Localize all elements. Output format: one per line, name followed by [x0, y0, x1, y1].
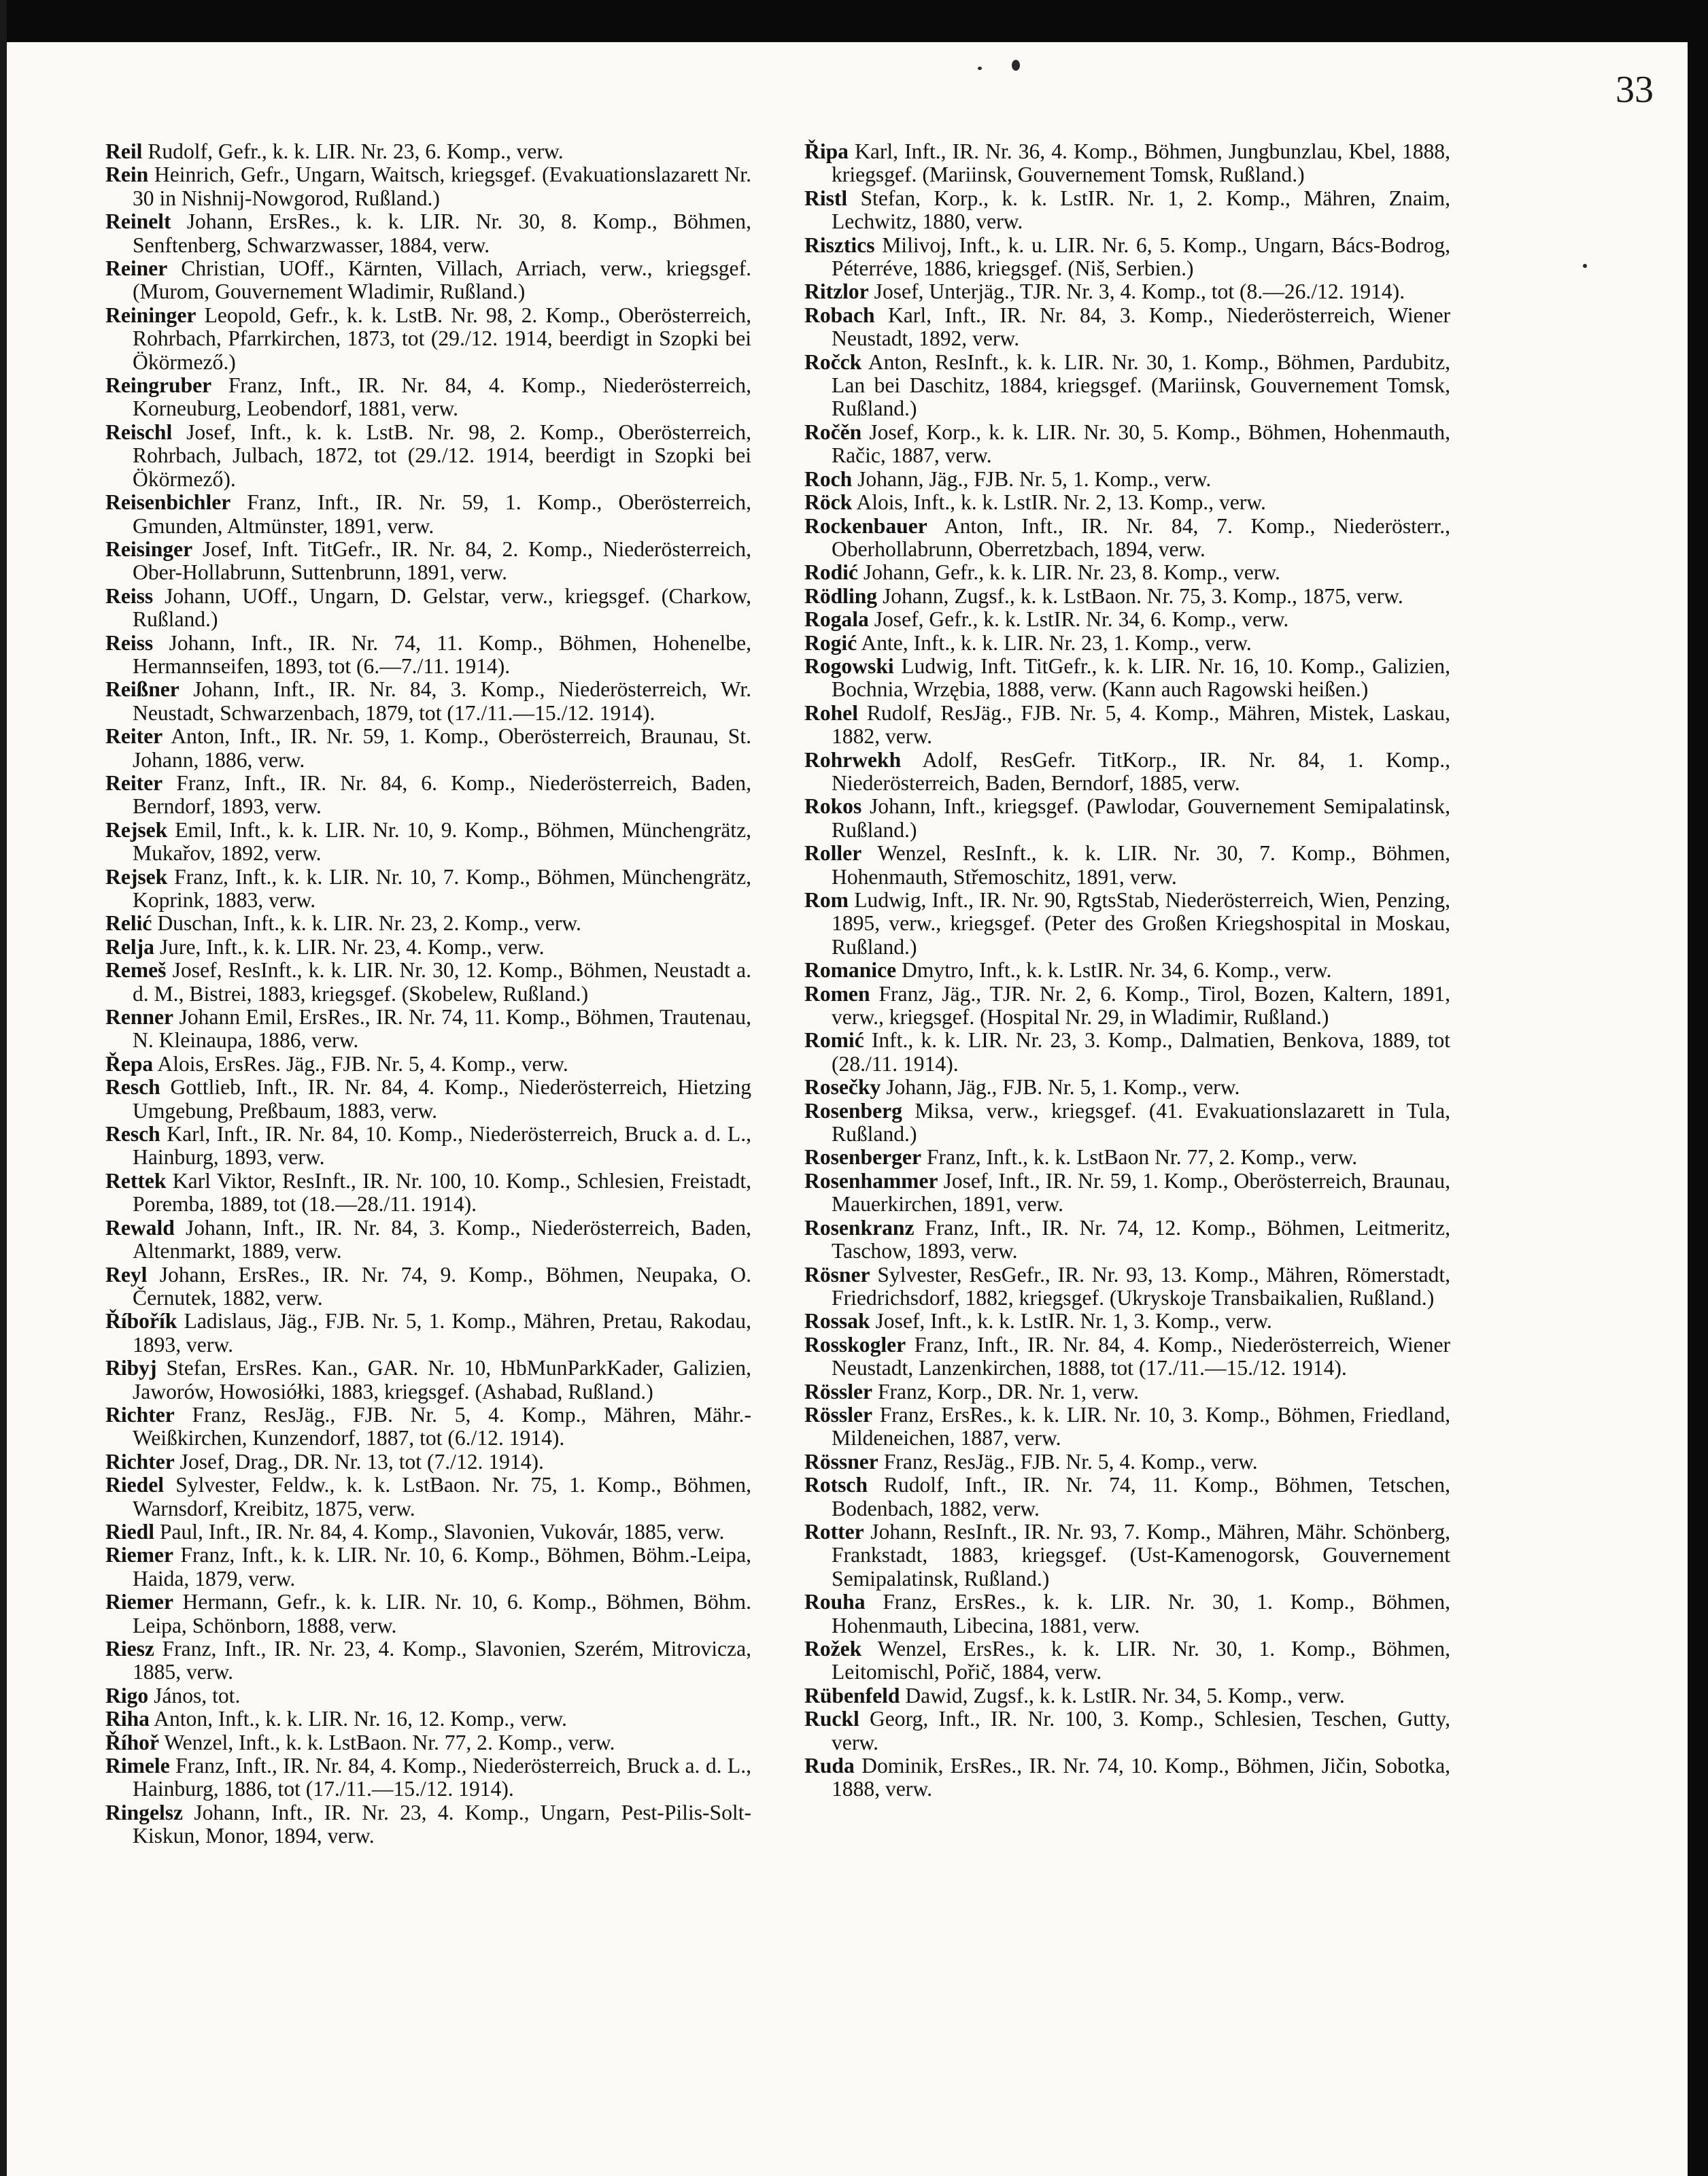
entry-details: Johann, Inft., IR. Nr. 74, 11. Komp., Böhmen, Hohenelbe, Hermannseifen, 1893, tot (6.—7./11. 1914). [133, 630, 751, 678]
register-entry [804, 983, 1450, 1030]
register-entry [804, 889, 1450, 959]
register-entry [804, 1310, 1450, 1333]
entry-surname: Rettek [105, 1168, 167, 1193]
register-entry [105, 1357, 751, 1404]
register-entry [804, 1637, 1450, 1684]
entry-surname: Ringelsz [105, 1800, 184, 1824]
entry-details: Johann, Inft., IR. Nr. 84, 3. Komp., Niederösterreich, Baden, Altenmarkt, 1889, verw. [133, 1215, 751, 1263]
entry-surname: Richter [105, 1449, 175, 1474]
entry-details: Johann, ResInft., IR. Nr. 93, 7. Komp., Mähren, Mähr. Schönberg, Frankstadt, 1883, kriegsgef. (Ust-Kamenogorsk, Gouvernement Semipalatinsk, Rußland.) [832, 1519, 1450, 1591]
entry-details: Franz, Inft., IR. Nr. 74, 12. Komp., Böhmen, Leitmeritz, Taschow, 1893, verw. [832, 1215, 1450, 1263]
register-entry [105, 140, 751, 163]
entry-details: Hermann, Gefr., k. k. LIR. Nr. 10, 6. Komp., Böhmen, Böhm. Leipa, Schönborn, 1888, verw. [133, 1590, 752, 1637]
register-entry [804, 655, 1450, 702]
entry-details: Rudolf, Gefr., k. k. LIR. Nr. 23, 6. Komp., verw. [148, 139, 564, 163]
entry-surname: Reinelt [105, 209, 171, 234]
register-entry [804, 304, 1450, 351]
left-column [105, 140, 751, 1848]
register-entry [105, 163, 751, 210]
entry-surname: Ritzlor [804, 279, 869, 304]
entry-surname: Resch [105, 1122, 160, 1146]
register-entry [804, 1754, 1450, 1801]
register-entry [105, 959, 751, 1006]
entry-details: Josef, Korp., k. k. LIR. Nr. 30, 5. Komp., Böhmen, Hohenmauth, Račic, 1887, verw. [832, 420, 1450, 468]
entry-details: Josef, Inft., IR. Nr. 59, 1. Komp., Oberösterreich, Braunau, Mauerkirchen, 1891, verw. [832, 1168, 1450, 1217]
register-entry [105, 1754, 751, 1801]
register-entry [804, 1076, 1450, 1099]
entry-surname: Roller [804, 841, 862, 866]
entry-details: Johann Emil, ErsRes., IR. Nr. 74, 11. Komp., Böhmen, Trautenau, N. Kleinaupa, 1886, verw. [133, 1005, 752, 1053]
entry-details: Franz, ResJäg., FJB. Nr. 5, 4. Komp., verw. [883, 1449, 1258, 1474]
entry-details: Johann, ErsRes., k. k. LIR. Nr. 30, 8. Komp., Böhmen, Senftenberg, Schwarzwasser, 1884, verw. [133, 209, 751, 257]
entry-surname: Rogala [804, 607, 869, 632]
register-entry [804, 1217, 1450, 1263]
entry-surname: Rosenberg [804, 1098, 902, 1123]
entry-surname: Rössler [804, 1379, 873, 1404]
entry-surname: Rossak [804, 1309, 870, 1333]
entry-details: Josef, Inft., k. k. LstIR. Nr. 1, 3. Komp., verw. [875, 1309, 1272, 1333]
entry-surname: Rosenkranz [804, 1215, 915, 1240]
entry-surname: Rohrwekh [804, 747, 902, 772]
entry-surname: Rewald [105, 1215, 175, 1240]
entry-details: Wenzel, ResInft., k. k. LIR. Nr. 30, 7. Komp., Böhmen, Hohenmauth, Střemoschitz, 1891, verw. [832, 841, 1450, 889]
entry-surname: Reißner [105, 677, 180, 702]
entry-surname: Rotsch [804, 1473, 868, 1497]
register-entry [105, 1544, 751, 1591]
entry-details: Gottlieb, Inft., IR. Nr. 84, 4. Komp., Niederösterreich, Hietzing Umgebung, Preßbaum, 1883, verw. [133, 1075, 751, 1123]
entry-surname: Reiss [105, 630, 154, 655]
entry-surname: Riemer [105, 1590, 173, 1614]
entry-surname: Rožek [804, 1637, 862, 1661]
register-entry [804, 351, 1450, 421]
entry-surname: Riesz [105, 1637, 154, 1661]
entry-surname: Relić [105, 911, 152, 936]
entry-details: Inft., k. k. LIR. Nr. 23, 3. Komp., Dalmatien, Benkova, 1889, tot (28./11. 1914). [832, 1028, 1450, 1076]
entry-details: Johann, Inft., IR. Nr. 84, 3. Komp., Niederösterreich, Wr. Neustadt, Schwarzenbach, 1879, tot (17./11.—15./12. 1914). [133, 677, 751, 725]
register-entry [105, 1217, 751, 1263]
entry-surname: Reiter [105, 724, 163, 749]
entry-surname: Riedel [105, 1473, 164, 1497]
register-entry [804, 842, 1450, 889]
entry-details: Josef, Inft., k. k. LstB. Nr. 98, 2. Komp., Oberösterreich, Rohrbach, Julbach, 1872, tot (29./12. 1914, beerdigt in Szopki bei Ökörmező). [133, 420, 751, 491]
entry-surname: Rosenberger [804, 1145, 921, 1170]
entry-surname: Robach [804, 303, 875, 327]
entry-details: Alois, Inft., k. k. LstIR. Nr. 2, 13. Komp., verw. [856, 490, 1266, 515]
entry-details: Karl, Inft., IR. Nr. 84, 3. Komp., Niederösterreich, Wiener Neustadt, 1892, verw. [832, 303, 1450, 351]
entry-surname: Rohel [804, 700, 858, 725]
register-entry [105, 1006, 751, 1053]
register-entry [105, 772, 751, 819]
register-entry [105, 912, 751, 935]
entry-surname: Rogowski [804, 653, 894, 678]
register-entry [804, 468, 1450, 491]
entry-details: Franz, Inft., IR. Nr. 23, 4. Komp., Slavonien, Szerém, Mitrovicza, 1885, verw. [133, 1637, 751, 1684]
register-entry [105, 1450, 751, 1474]
entry-details: Franz, Inft., IR. Nr. 59, 1. Komp., Oberösterreich, Gmunden, Altmünster, 1891, verw. [133, 490, 751, 538]
entry-surname: Rosečky [804, 1075, 881, 1100]
entry-surname: Řipa [804, 139, 849, 163]
entry-details: Josef, Inft. TitGefr., IR. Nr. 84, 2. Komp., Niederösterreich, Ober-Hollabrunn, Suttenbrunn, 1891, verw. [133, 537, 751, 585]
entry-surname: Reisenbichler [105, 490, 231, 515]
entry-surname: Rockenbauer [804, 513, 927, 538]
entry-details: Ludwig, Inft. TitGefr., k. k. LIR. Nr. 16, 10. Komp., Galizien, Bochnia, Wrzębia, 1888, verw. (Kann auch Ragowski heißen.) [832, 653, 1450, 702]
ink-speck [978, 67, 982, 70]
entry-surname: Rom [804, 888, 849, 912]
register-entry [105, 1404, 751, 1450]
entry-surname: Rouha [804, 1590, 866, 1614]
register-entry [105, 1520, 751, 1544]
entry-surname: Reyl [105, 1262, 148, 1287]
entry-details: Alois, ErsRes. Jäg., FJB. Nr. 5, 4. Komp., verw. [157, 1051, 568, 1076]
entry-surname: Rokos [804, 794, 862, 819]
entry-details: Anton, Inft., k. k. LIR. Nr. 16, 12. Komp., verw. [154, 1707, 567, 1731]
register-entry [105, 491, 751, 538]
entry-surname: Romen [804, 981, 870, 1006]
register-entry [804, 585, 1450, 608]
entry-details: Dawid, Zugsf., k. k. LstIR. Nr. 34, 5. Komp., verw. [905, 1683, 1345, 1707]
register-entry [105, 819, 751, 866]
entry-details: Duschan, Inft., k. k. LIR. Nr. 23, 2. Komp., verw. [157, 911, 581, 936]
register-entry [105, 1310, 751, 1357]
entry-surname: Říbořík [105, 1309, 177, 1333]
register-entry [804, 140, 1450, 187]
entry-surname: Ročěn [804, 420, 862, 444]
entry-details: Johann, Gefr., k. k. LIR. Nr. 23, 8. Komp., verw. [863, 560, 1280, 585]
entry-details: Anton, Inft., IR. Nr. 59, 1. Komp., Oberösterreich, Braunau, St. Johann, 1886, verw. [133, 724, 752, 772]
scan-border-right [1688, 0, 1708, 2176]
entry-surname: Romanice [804, 958, 897, 983]
entry-details: Franz, Inft., IR. Nr. 84, 4. Komp., Niederösterreich, Wiener Neustadt, Lanzenkirchen, 1888, tot (17./11.—15./12. 1914). [832, 1332, 1450, 1380]
register-entry [105, 866, 751, 913]
register-entry [804, 608, 1450, 631]
entry-details: Sylvester, Feldw., k. k. LstBaon. Nr. 75, 1. Komp., Böhmen, Warnsdorf, Kreibitz, 1875, verw. [133, 1473, 751, 1520]
register-entry [105, 1707, 751, 1731]
entry-details: Rudolf, ResJäg., FJB. Nr. 5, 4. Komp., Mähren, Mistek, Laskau, 1882, verw. [832, 700, 1450, 749]
entry-surname: Reisinger [105, 537, 193, 561]
entry-details: Paul, Inft., IR. Nr. 84, 4. Komp., Slavonien, Vukovár, 1885, verw. [159, 1519, 725, 1544]
entry-details: Johann, ErsRes., IR. Nr. 74, 9. Komp., Böhmen, Neupaka, O. Černutek, 1882, verw. [133, 1262, 751, 1310]
register-entry [804, 1170, 1450, 1217]
register-entry [804, 795, 1450, 842]
entry-surname: Reingruber [105, 373, 212, 398]
entry-details: Franz, Inft., k. k. LIR. Nr. 10, 7. Komp., Böhmen, Münchengrätz, Koprink, 1883, verw. [133, 864, 751, 912]
register-entry [105, 257, 751, 304]
register-entry [804, 187, 1450, 234]
entry-details: Wenzel, ErsRes., k. k. LIR. Nr. 30, 1. Komp., Böhmen, Leitomischl, Pořič, 1884, verw. [832, 1637, 1451, 1684]
register-entry [804, 632, 1450, 655]
entry-details: Franz, ErsRes., k. k. LIR. Nr. 10, 3. Komp., Böhmen, Friedland, Mildeneichen, 1887, verw. [832, 1402, 1451, 1450]
entry-surname: Reininger [105, 303, 197, 327]
entry-details: Franz, Inft., IR. Nr. 84, 4. Komp., Niederösterreich, Korneuburg, Leobendorf, 1881, verw. [133, 373, 751, 421]
register-entry [105, 538, 751, 585]
register-entry [804, 421, 1450, 468]
register-entry [804, 959, 1450, 982]
entry-surname: Rosenhammer [804, 1168, 938, 1193]
entry-surname: Rösner [804, 1262, 870, 1287]
entry-surname: Ruda [804, 1754, 855, 1778]
register-entry [804, 515, 1450, 562]
register-entry [804, 1684, 1450, 1707]
register-entry [105, 374, 751, 421]
register-entry [804, 234, 1450, 281]
entry-surname: Rogić [804, 630, 857, 655]
entry-surname: Rodić [804, 560, 858, 585]
entry-details: Johann, Jäg., FJB. Nr. 5, 1. Komp., verw. [886, 1075, 1240, 1100]
entry-details: Rudolf, Inft., IR. Nr. 74, 11. Komp., Böhmen, Tetschen, Bodenbach, 1882, verw. [832, 1473, 1451, 1520]
register-entry [105, 936, 751, 959]
right-column [804, 140, 1450, 1801]
entry-details: Franz, ErsRes., k. k. LIR. Nr. 30, 1. Komp., Böhmen, Hohenmauth, Libecina, 1881, verw. [832, 1590, 1450, 1637]
entry-surname: Resch [105, 1075, 160, 1100]
register-entry [804, 1474, 1450, 1520]
register-entry [105, 725, 751, 772]
register-entry [804, 702, 1450, 749]
entry-surname: Röck [804, 490, 853, 515]
entry-details: Johann, Inft., IR. Nr. 23, 4. Komp., Ungarn, Pest-Pilis-Solt-Kiskun, Monor, 1894, verw. [133, 1800, 751, 1848]
register-entry [105, 1263, 751, 1310]
entry-details: Josef, Unterjäg., TJR. Nr. 3, 4. Komp., tot (8.—26./12. 1914). [874, 279, 1405, 304]
entry-details: Anton, ResInft., k. k. LIR. Nr. 30, 1. Komp., Böhmen, Pardubitz, Lan bei Daschitz, 1884, kriegsgef. (Mariinsk, Gouvernement Tomsk, Rußland.) [832, 350, 1451, 421]
entry-surname: Řepa [105, 1051, 154, 1076]
register-entry [804, 1707, 1450, 1754]
register-entry [804, 1591, 1450, 1637]
entry-details: Karl Viktor, ResInft., IR. Nr. 100, 10. Komp., Schlesien, Freistadt, Poremba, 1889, tot (18.—28./11. 1914). [133, 1168, 751, 1217]
entry-details: Franz, Inft., k. k. LIR. Nr. 10, 6. Komp., Böhmen, Böhm.-Leipa, Haida, 1879, verw. [133, 1543, 752, 1591]
entry-surname: Rübenfeld [804, 1683, 900, 1707]
entry-details: Ladislaus, Jäg., FJB. Nr. 5, 1. Komp., Mähren, Pretau, Rakodau, 1893, verw. [133, 1309, 751, 1357]
register-entry [804, 1146, 1450, 1169]
register-entry [804, 1520, 1450, 1591]
entry-surname: Říhoř [105, 1730, 159, 1754]
entry-surname: Rödling [804, 583, 878, 608]
register-entry [105, 421, 751, 491]
page-number: 33 [1616, 69, 1654, 111]
entry-surname: Romić [804, 1028, 864, 1053]
entry-details: János, tot. [154, 1683, 241, 1707]
entry-surname: Relja [105, 934, 154, 959]
entry-surname: Riedl [105, 1519, 154, 1544]
register-entry [105, 1170, 751, 1217]
register-entry [804, 491, 1450, 514]
entry-surname: Reischl [105, 420, 173, 444]
entry-surname: Riha [105, 1707, 150, 1731]
entry-details: Josef, Drag., DR. Nr. 13, tot (7./12. 1914). [180, 1449, 544, 1474]
entry-details: Franz, Korp., DR. Nr. 1, verw. [877, 1379, 1139, 1404]
register-entry [105, 1053, 751, 1076]
register-entry [804, 1029, 1450, 1076]
entry-details: Heinrich, Gefr., Ungarn, Waitsch, kriegsgef. (Evakuationslazarett Nr. 30 in Nishnij-Nowgorod, Rußland.) [133, 163, 751, 210]
register-entry [105, 304, 751, 374]
entry-details: Johann, UOff., Ungarn, D. Gelstar, verw., kriegsgef. (Charkow, Rußland.) [133, 583, 751, 632]
entry-surname: Reiss [105, 583, 154, 608]
entry-surname: Rimele [105, 1754, 170, 1778]
entry-surname: Reiner [105, 256, 168, 281]
register-entry [804, 749, 1450, 796]
entry-details: Miksa, verw., kriegsgef. (41. Evakuationslazarett in Tula, Rußland.) [832, 1098, 1450, 1146]
ink-speck [1583, 264, 1587, 268]
entry-surname: Reiter [105, 770, 163, 795]
entry-details: Karl, Inft., IR. Nr. 36, 4. Komp., Böhmen, Jungbunzlau, Kbel, 1888, kriegsgef. (Mariinsk, Gouvernement Tomsk, Rußland.) [832, 139, 1450, 187]
entry-details: Adolf, ResGefr. TitKorp., IR. Nr. 84, 1. Komp., Niederösterreich, Baden, Berndorf, 1885, verw. [832, 747, 1450, 795]
entry-details: Dominik, ErsRes., IR. Nr. 74, 10. Komp., Böhmen, Jičin, Sobotka, 1888, verw. [832, 1754, 1451, 1801]
entry-surname: Ristl [804, 186, 848, 210]
entry-details: Karl, Inft., IR. Nr. 84, 10. Komp., Niederösterreich, Bruck a. d. L., Hainburg, 1893, verw. [133, 1122, 751, 1170]
entry-surname: Ruckl [804, 1707, 859, 1731]
register-entry [105, 678, 751, 725]
register-entry [105, 1591, 751, 1637]
entry-surname: Roch [804, 466, 853, 491]
entry-surname: Riemer [105, 1543, 173, 1567]
register-entry [105, 1474, 751, 1520]
register-entry [105, 585, 751, 632]
entry-surname: Remeš [105, 958, 167, 983]
entry-surname: Rössner [804, 1449, 878, 1474]
entry-surname: Risztics [804, 233, 875, 257]
entry-details: Johann, Jäg., FJB. Nr. 5, 1. Komp., verw. [857, 466, 1212, 491]
register-entry [804, 1333, 1450, 1380]
register-entry [105, 632, 751, 679]
entry-details: Johann, Inft., kriegsgef. (Pawlodar, Gouvernement Semipalatinsk, Rußland.) [832, 794, 1450, 842]
entry-details: Milivoj, Inft., k. u. LIR. Nr. 6, 5. Komp., Ungarn, Bács-Bodrog, Péterréve, 1886, kriegsgef. (Niš, Serbien.) [832, 233, 1451, 281]
entry-details: Stefan, ErsRes. Kan., GAR. Nr. 10, HbMunParkKader, Galizien, Jaworów, Howosiółki, 1883, kriegsgef. (Ashabad, Rußland.) [133, 1356, 751, 1404]
entry-surname: Renner [105, 1005, 174, 1030]
register-entry [804, 1100, 1450, 1146]
entry-details: Franz, Inft., IR. Nr. 84, 6. Komp., Niederösterreich, Baden, Berndorf, 1893, verw. [133, 770, 751, 819]
entry-surname: Rössler [804, 1402, 873, 1427]
entry-details: Stefan, Korp., k. k. LstIR. Nr. 1, 2. Komp., Mähren, Znaim, Lechwitz, 1880, verw. [832, 186, 1450, 234]
entry-surname: Ribyj [105, 1356, 157, 1380]
register-entry [804, 561, 1450, 584]
register-entry [105, 1123, 751, 1170]
entry-details: Josef, ResInft., k. k. LIR. Nr. 30, 12. Komp., Böhmen, Neustadt a. d. M., Bistrei, 1883, kriegsgef. (Skobelew, Rußland.) [133, 958, 751, 1006]
entry-surname: Rigo [105, 1683, 149, 1707]
register-entry [804, 1404, 1450, 1450]
entry-details: Franz, ResJäg., FJB. Nr. 5, 4. Komp., Mähren, Mähr.-Weißkirchen, Kunzendorf, 1887, tot (6./12. 1914). [133, 1402, 751, 1450]
entry-details: Franz, Inft., k. k. LstBaon Nr. 77, 2. Komp., verw. [926, 1145, 1358, 1170]
entry-details: Georg, Inft., IR. Nr. 100, 3. Komp., Schlesien, Teschen, Gutty, verw. [832, 1707, 1451, 1754]
register-entry [105, 1637, 751, 1684]
entry-details: Johann, Zugsf., k. k. LstBaon. Nr. 75, 3. Komp., 1875, verw. [883, 583, 1403, 608]
entry-details: Emil, Inft., k. k. LIR. Nr. 10, 9. Komp., Böhmen, Münchengrätz, Mukařov, 1892, verw. [133, 817, 751, 866]
register-entry [804, 1450, 1450, 1474]
entry-details: Franz, Jäg., TJR. Nr. 2, 6. Komp., Tirol, Bozen, Kaltern, 1891, verw., kriegsgef. (Hospital Nr. 29, in Wladimir, Rußland.) [832, 981, 1451, 1030]
entry-details: Dmytro, Inft., k. k. LstIR. Nr. 34, 6. Komp., verw. [902, 958, 1332, 983]
entry-surname: Ročck [804, 350, 862, 374]
register-entry [804, 1263, 1450, 1310]
entry-details: Wenzel, Inft., k. k. LstBaon. Nr. 77, 2. Komp., verw. [164, 1730, 615, 1754]
entry-details: Josef, Gefr., k. k. LstIR. Nr. 34, 6. Komp., verw. [874, 607, 1289, 632]
entry-details: Ante, Inft., k. k. LIR. Nr. 23, 1. Komp., verw. [861, 630, 1252, 655]
register-entry [804, 280, 1450, 303]
entry-details: Ludwig, Inft., IR. Nr. 90, RgtsStab, Niederösterreich, Wien, Penzing, 1895, verw., kriegsgef. (Peter des Großen Kriegshospital in Moskau, Rußland.) [832, 888, 1451, 959]
entry-details: Jure, Inft., k. k. LIR. Nr. 23, 4. Komp., verw. [159, 934, 545, 959]
register-entry [105, 1076, 751, 1123]
entry-details: Sylvester, ResGefr., IR. Nr. 93, 13. Komp., Mähren, Römerstadt, Friedrichsdorf, 1882, kriegsgef. (Ukryskoje Transbaikalien, Rußland.) [832, 1262, 1451, 1310]
register-entry [105, 1801, 751, 1848]
ink-speck [1012, 60, 1020, 71]
scan-border-top [0, 0, 1708, 42]
entry-surname: Rejsek [105, 817, 168, 842]
entry-surname: Rotter [804, 1519, 864, 1544]
register-entry [804, 1380, 1450, 1404]
register-entry [105, 1731, 751, 1754]
register-entry [105, 210, 751, 257]
entry-surname: Rein [105, 163, 149, 187]
register-entry [105, 1684, 751, 1707]
scan-border-left [0, 0, 7, 2176]
entry-surname: Rosskogler [804, 1332, 906, 1357]
entry-surname: Rejsek [105, 864, 168, 889]
entry-details: Christian, UOff., Kärnten, Villach, Arriach, verw., kriegsgef. (Murom, Gouvernement Wladimir, Rußland.) [133, 256, 751, 304]
entry-surname: Reil [105, 139, 143, 163]
entry-details: Franz, Inft., IR. Nr. 84, 4. Komp., Niederösterreich, Bruck a. d. L., Hainburg, 1886, tot (17./11.—15./12. 1914). [133, 1754, 751, 1801]
entry-details: Leopold, Gefr., k. k. LstB. Nr. 98, 2. Komp., Oberösterreich, Rohrbach, Pfarrkirchen, 1873, tot (29./12. 1914, beerdigt in Szopki bei Ökörmező.) [133, 303, 751, 374]
entry-surname: Richter [105, 1402, 175, 1427]
entry-details: Anton, Inft., IR. Nr. 84, 7. Komp., Niederösterr., Oberhollabrunn, Oberretzbach, 1894, verw. [832, 513, 1451, 561]
